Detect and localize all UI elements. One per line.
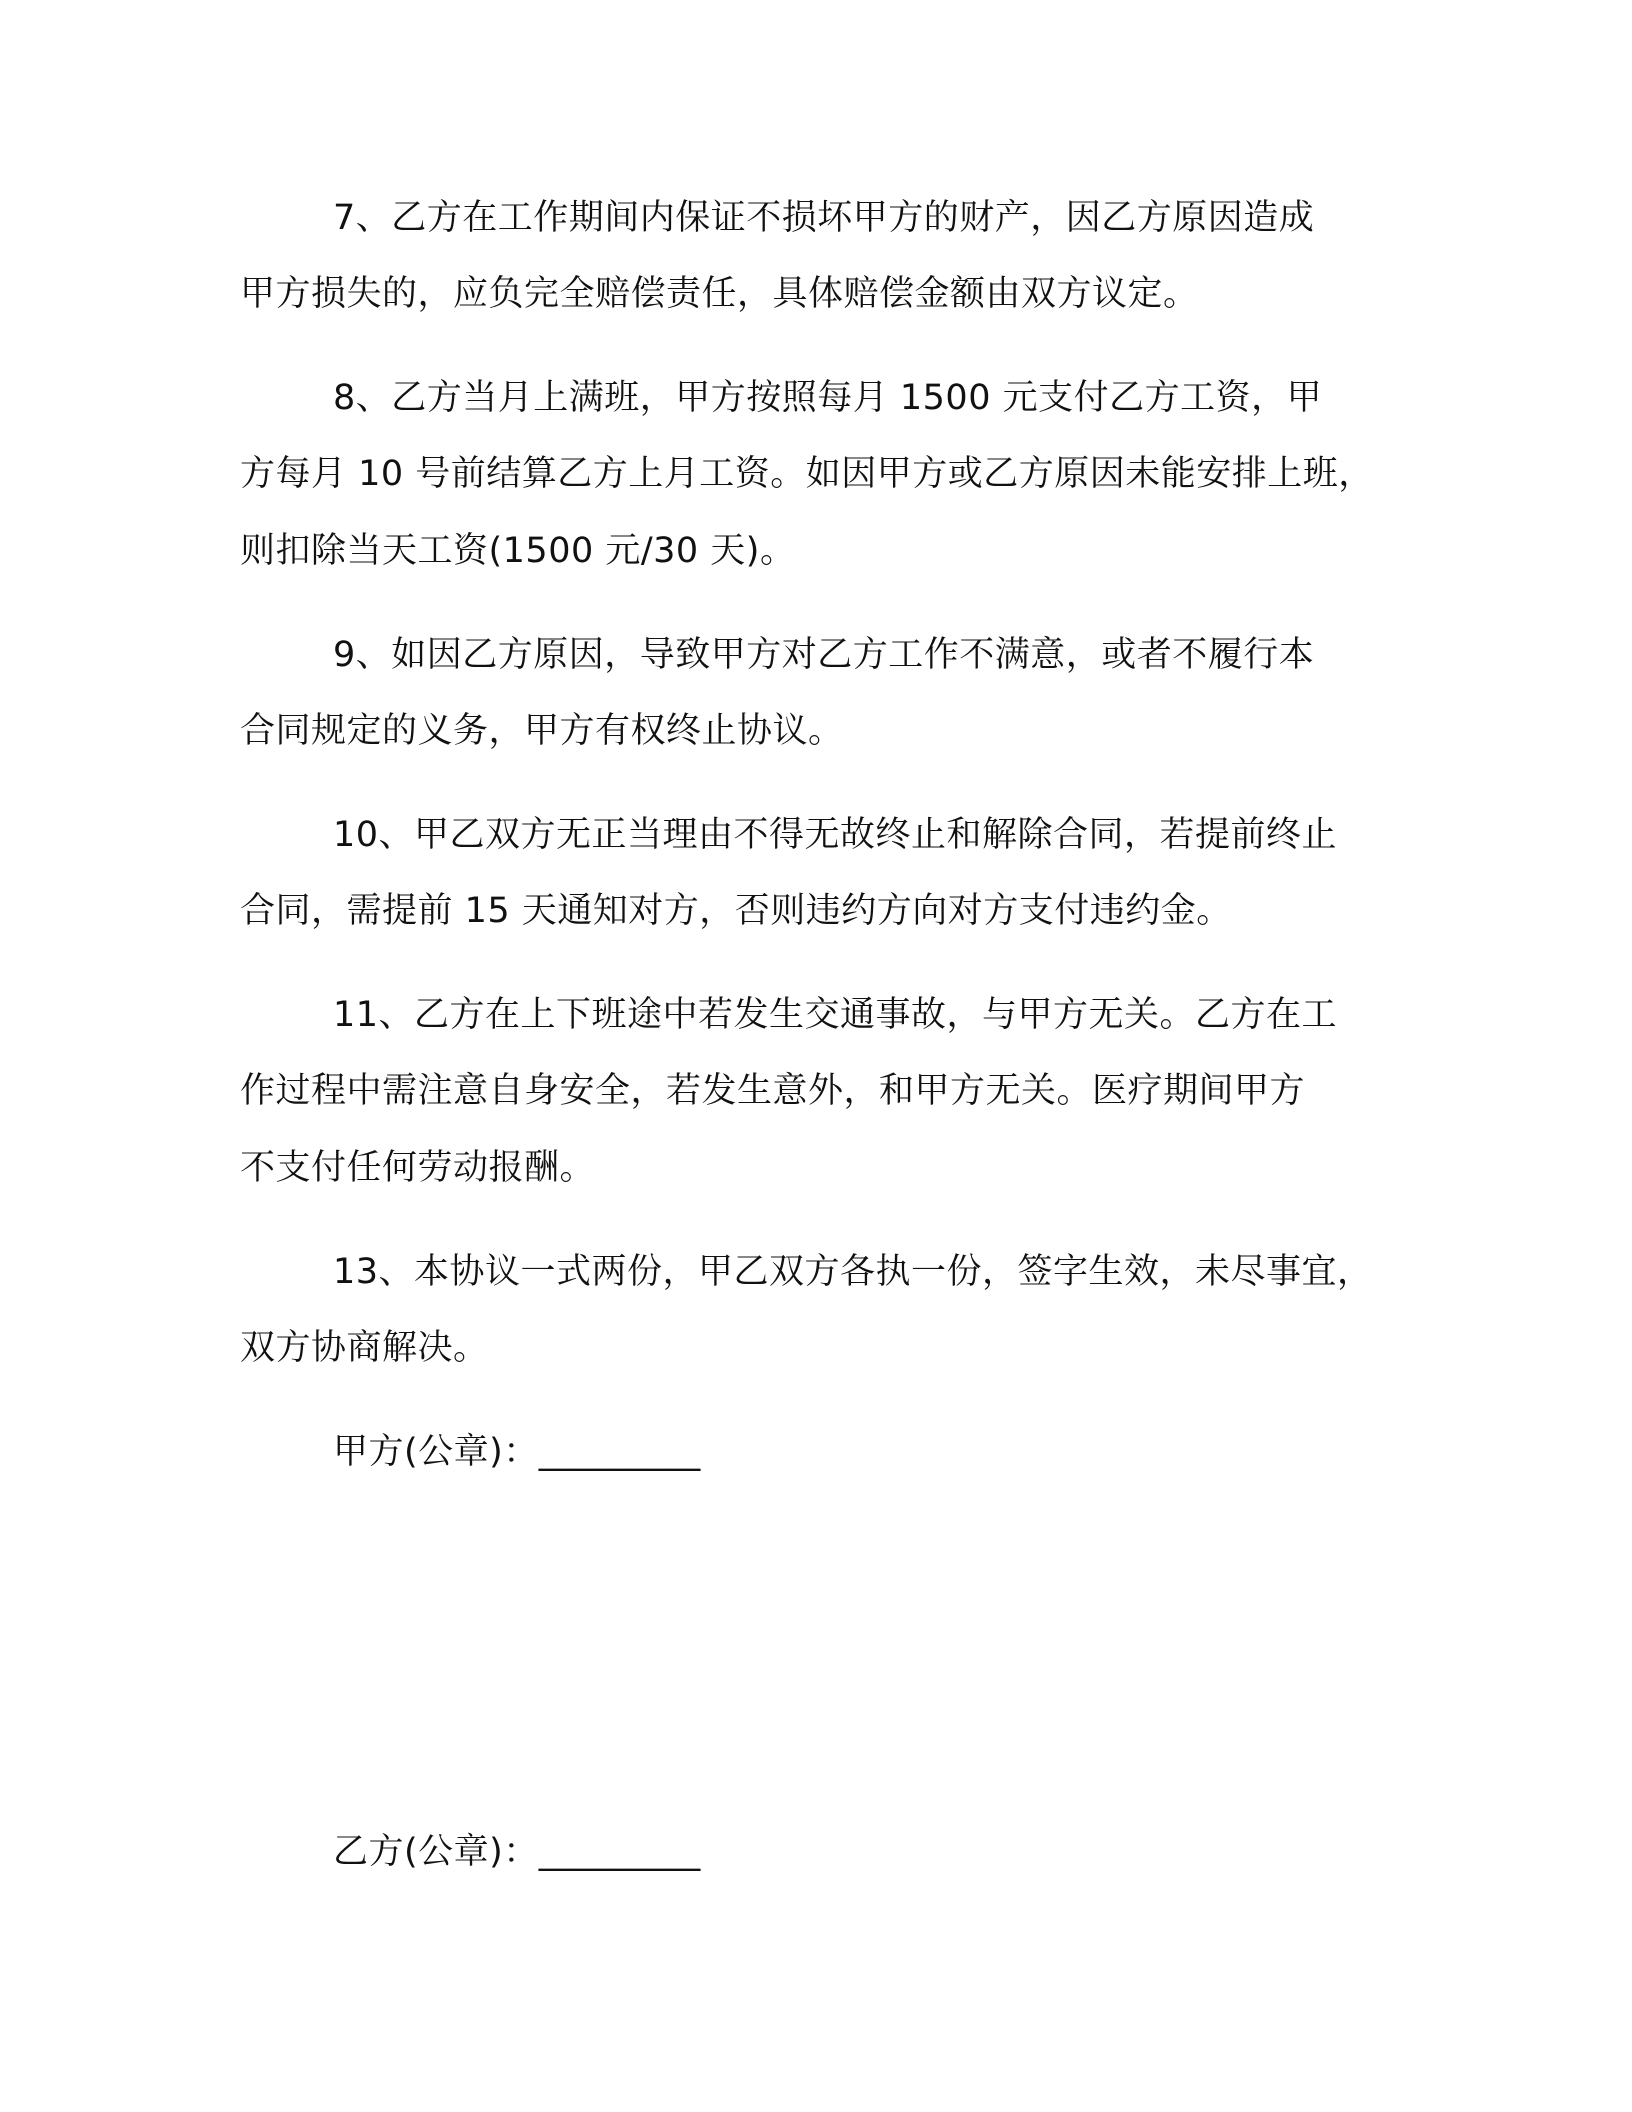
clause-10-line-1: 10、甲乙双方无正当理由不得无故终止和解除合同，若提前终止 — [333, 815, 1338, 855]
clause-7-line-2: 甲方损失的，应负完全赔偿责任，具体赔偿金额由双方议定。 — [240, 274, 1199, 314]
party-a-signature-line: 甲方(公章)：_________ — [333, 1432, 701, 1472]
clause-7-line-1: 7、乙方在工作期间内保证不损坏甲方的财产，因乙方原因造成 — [333, 198, 1315, 238]
clause-13-line-1: 13、本协议一式两份，甲乙双方各执一份，签字生效，未尽事宜， — [333, 1252, 1373, 1292]
clause-10-line-2: 合同，需提前 15 天通知对方，否则违约方向对方支付违约金。 — [240, 891, 1232, 931]
clause-9-line-1: 9、如因乙方原因，导致甲方对乙方工作不满意，或者不履行本 — [333, 635, 1315, 675]
clause-13-line-2: 双方协商解决。 — [240, 1328, 489, 1368]
clause-8-line-1: 8、乙方当月上满班，甲方按照每月 1500 元支付乙方工资，甲 — [333, 378, 1323, 418]
clause-9-line-2: 合同规定的义务，甲方有权终止协议。 — [240, 711, 844, 751]
party-b-signature-line: 乙方(公章)：_________ — [333, 1832, 701, 1872]
clause-8-line-2: 方每月 10 号前结算乙方上月工资。如因甲方或乙方原因未能安排上班， — [240, 454, 1374, 494]
clause-11-line-1: 11、乙方在上下班途中若发生交通事故，与甲方无关。乙方在工 — [333, 995, 1338, 1035]
clause-11-line-2: 作过程中需注意自身安全，若发生意外，和甲方无关。医疗期间甲方 — [240, 1071, 1306, 1111]
clause-11-line-3: 不支付任何劳动报酬。 — [240, 1148, 596, 1188]
clause-8-line-3: 则扣除当天工资(1500 元/30 天)。 — [240, 531, 796, 571]
